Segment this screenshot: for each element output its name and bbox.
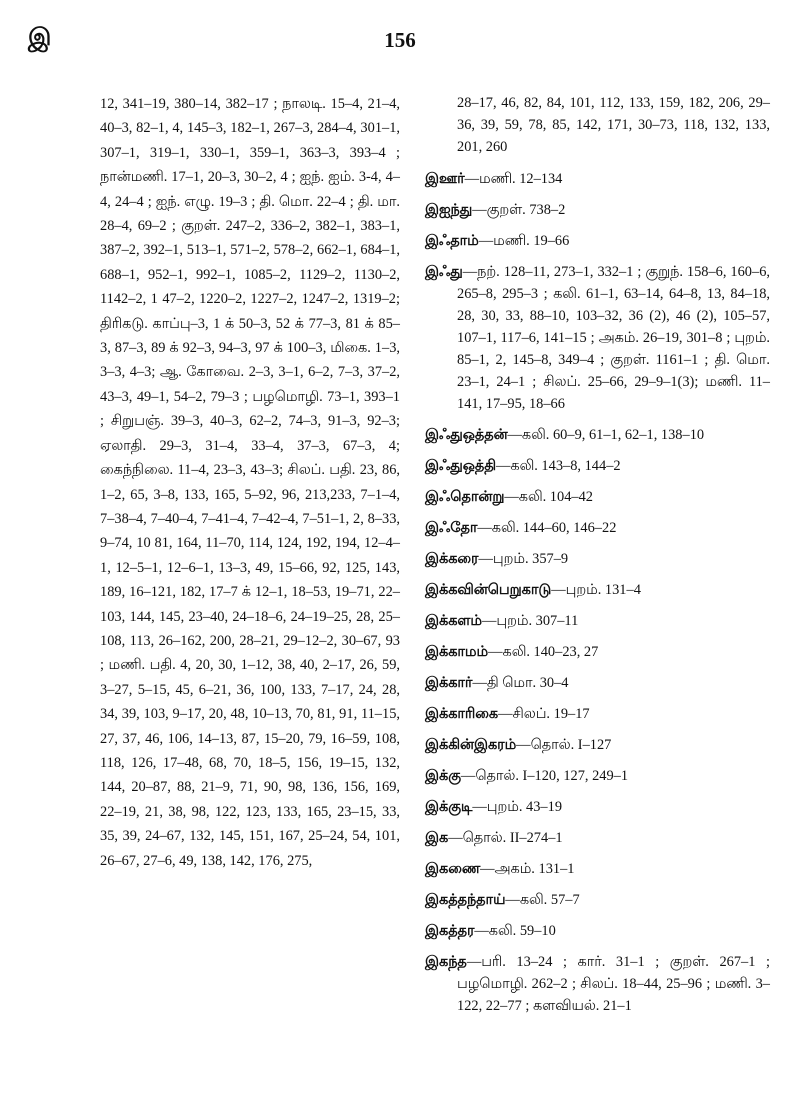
entry-headword: இஃதோ bbox=[425, 520, 478, 536]
entry-headword: இக்காமம் bbox=[425, 644, 489, 660]
entry-headword: இக்கு bbox=[425, 768, 461, 784]
entry-headword: இகத்தந்தாய் bbox=[425, 892, 506, 908]
index-entry bbox=[425, 610, 770, 632]
index-entry bbox=[425, 765, 770, 787]
entry-references: —கலி. 143–8, 144–2 bbox=[495, 458, 621, 474]
entry-references: —புறம். 43–19 bbox=[472, 799, 563, 815]
entry-headword: இஃதாம் bbox=[425, 233, 479, 249]
entry-references: —தொல். I–120, 127, 249–1 bbox=[460, 768, 629, 784]
entry-references: —புறம். 131–4 bbox=[551, 582, 641, 598]
entry-headword: இக்காரிகை bbox=[425, 706, 499, 722]
entry-references: —புறம். 307–11 bbox=[481, 613, 579, 629]
index-entry bbox=[425, 734, 770, 756]
page-corner-mark: இ bbox=[28, 22, 52, 51]
entry-references: —புறம். 357–9 bbox=[478, 551, 569, 567]
index-entry bbox=[425, 517, 770, 539]
entry-headword: இக்குடி bbox=[425, 799, 473, 815]
index-entry bbox=[425, 168, 770, 190]
entry-headword: இஊர் bbox=[425, 171, 465, 187]
index-entry bbox=[425, 548, 770, 570]
index-entry bbox=[425, 486, 770, 508]
index-entry bbox=[425, 579, 770, 601]
continued-references: 28–17, 46, 82, 84, 101, 112, 133, 159, 182, 206, 29–36, 39, 59, 78, 85, 142, 171, 30–73, 118, 132, 133, 201, 260 bbox=[457, 95, 770, 155]
entry-headword: இக்கவின்பெறுகாடு bbox=[425, 582, 552, 598]
entry-headword: இக்கின்இகரம் bbox=[425, 737, 517, 753]
entry-references: —தொல். I–127 bbox=[516, 737, 612, 753]
entry-references: —அகம். 131–1 bbox=[480, 861, 575, 877]
entry-headword: இஃதுஒத்தி bbox=[425, 458, 496, 474]
entry-headword: இகணை bbox=[425, 861, 481, 877]
entry-references: —கலி. 60–9, 61–1, 62–1, 138–10 bbox=[507, 427, 705, 443]
index-entry bbox=[425, 920, 770, 942]
entry-references: —கலி. 59–10 bbox=[474, 923, 556, 939]
entry-headword: இக்கார் bbox=[425, 675, 473, 691]
entry-references: —பரி. 13–24 ; கார். 31–1 ; குறள். 267–1 ; பழமொழி. 262–2 ; சிலப். 18–44, 25–96 ; மணி. 3–122, 22–77 ; களவியல். 21–1 bbox=[457, 954, 770, 1014]
entry-headword: இஃது bbox=[425, 264, 463, 280]
index-entry bbox=[425, 424, 770, 446]
entry-references: —குறள். 738–2 bbox=[472, 202, 566, 218]
index-entry bbox=[425, 641, 770, 663]
index-entry bbox=[425, 889, 770, 911]
entry-references: —கலி. 140–23, 27 bbox=[488, 644, 599, 660]
entry-headword: இக bbox=[425, 830, 449, 846]
index-entry bbox=[425, 672, 770, 694]
left-column: 12, 341–19, 380–14, 382–17 ; நாலடி. 15–4, 21–4, 40–3, 82–1, 4, 145–3, 182–1, 267–3, 284–4, 301–1, 307–1, 319–1, 330–1, 359–1, 363–3, 393–4 ; நான்மணி. 17–1, 20–3, 30–2, 4 ; ஐந். ஐம். 3-4, 4–4, 24–4 ; ஐந். எழு. 19–3 ; தி. மொ. 22–4 ; தி. மா. 28–4, 69–2 ; குறள். 247–2, 336–2, 382–1, 383–1, 387–2, 392–1, 513–1, 571–2, 578–2, 662–1, 684–1, 688–1, 952–1, 992–1, 1085–2, 1129–2, 1130–2, 1142–2, 1 47–2, 1220–2, 1227–2, 1247–2, 1319–2; திரிகடு. காப்பு–3, 1 க் 50–3, 52 க் 77–3, 81 க் 85–3, 87–3, 89 க் 92–3, 94–3, 97 க் 100–3, மிகை. 1–3, 3–3, 4–3; ஆ. கோவை. 2–3, 3–1, 6–2, 7–3, 37–2, 43–3, 49–1, 54–2, 79–3 ; பழமொழி. 73–1, 393–1 ; சிறுபஞ். 39–3, 40–3, 62–2, 74–3, 91–3, 92–3; ஏலாதி. 29–3, 31–4, 33–4, 37–3, 67–3, 4; கைந்நிலை. 11–4, 23–3, 43–3; சிலப். பதி. 23, 86, 1–2, 65, 3–8, 133, 165, 5–92, 96, 213,233, 7–1–4, 7–38–4, 7–40–4, 7–41–4, 7–42–4, 7–51–1, 2, 8–33, 9–74, 10 81, 164, 11–70, 114, 124, 192, 194, 12–4–1, 12–5–1, 12–6–1, 13–3, 49, 15–66, 92, 125, 143, 189, 16–121, 182, 17–7 க் 12–1, 18–53, 19–71, 22–103, 144, 145, 23–40, 24–18–6, 24–19–25, 28, 25–108, 113, 26–162, 200, 28–21, 29–12–2, 30–67, 93 ; மணி. பதி. 4, 20, 30, 1–12, 38, 40, 2–17, 26, 59, 3–27, 5–15, 45, 6–21, 36, 100, 133, 7–17, 24, 28, 34, 39, 103, 9–17, 20, 48, 10–13, 70, 81, 91, 11–15, 27, 37, 46, 106, 14–13, 87, 15–20, 79, 16–59, 108, 118, 126, 17–48, 68, 70, 18–5, 156, 19–15, 132, 144, 20–87, 88, 21–9, 71, 90, 98, 136, 156, 169, 22–19, 21, 38, 98, 122, 123, 133, 165, 23–15, 33, 35, 39, 24–67, 132, 145, 151, 167, 25–24, 54, 101, 26–67, 27–6, 49, 138, 142, 176, 275, bbox=[100, 96, 400, 869]
entry-headword: இக்கரை bbox=[425, 551, 479, 567]
entry-headword: இக்களம் bbox=[425, 613, 482, 629]
entry-headword: இகந்த bbox=[425, 954, 467, 970]
entry-references: —சிலப். 19–17 bbox=[498, 706, 590, 722]
index-entry bbox=[425, 703, 770, 725]
entry-headword: இகத்தர bbox=[425, 923, 475, 939]
entry-references: —மணி. 19–66 bbox=[478, 233, 570, 249]
entry-references: —தொல். II–274–1 bbox=[448, 830, 563, 846]
entry-references: —கலி. 144–60, 146–22 bbox=[477, 520, 617, 536]
entry-headword: இஐந்து bbox=[425, 202, 473, 218]
index-entry bbox=[425, 827, 770, 849]
entry-references: —நற். 128–11, 273–1, 332–1 ; குறுந். 158–6, 160–6, 265–8, 295–3 ; கலி. 61–1, 63–14, 64–8, 13, 84–18, 28, 30, 33, 88–10, 103–32, 36 (2), 46 (2), 105–57, 107–1, 117–6, 141–15 ; அகம். 26–19, 301–8 ; புறம். 85–1, 2, 145–8, 349–4 ; குறள். 1161–1 ; தி. மொ. 23–1, 24–1 ; சிலப். 25–66, 29–9–1(3); மணி. 11–141, 17–95, 18–66 bbox=[457, 264, 770, 412]
entry-headword: இஃதுஒத்தன் bbox=[425, 427, 508, 443]
entry-references: —தி மொ. 30–4 bbox=[472, 675, 569, 691]
index-entry bbox=[425, 230, 770, 252]
page-number: 156 bbox=[384, 28, 416, 52]
index-entry bbox=[425, 261, 770, 415]
entry-references: —கலி. 57–7 bbox=[505, 892, 580, 908]
index-entry bbox=[425, 858, 770, 880]
index-entry bbox=[425, 951, 770, 1017]
entry-references: —மணி. 12–134 bbox=[464, 171, 563, 187]
index-entry bbox=[425, 796, 770, 818]
right-column bbox=[425, 92, 770, 1026]
entry-references: —கலி. 104–42 bbox=[504, 489, 593, 505]
index-entries bbox=[425, 168, 770, 1017]
entry-headword: இஃதொன்று bbox=[425, 489, 505, 505]
index-entry bbox=[425, 199, 770, 221]
index-entry bbox=[425, 455, 770, 477]
